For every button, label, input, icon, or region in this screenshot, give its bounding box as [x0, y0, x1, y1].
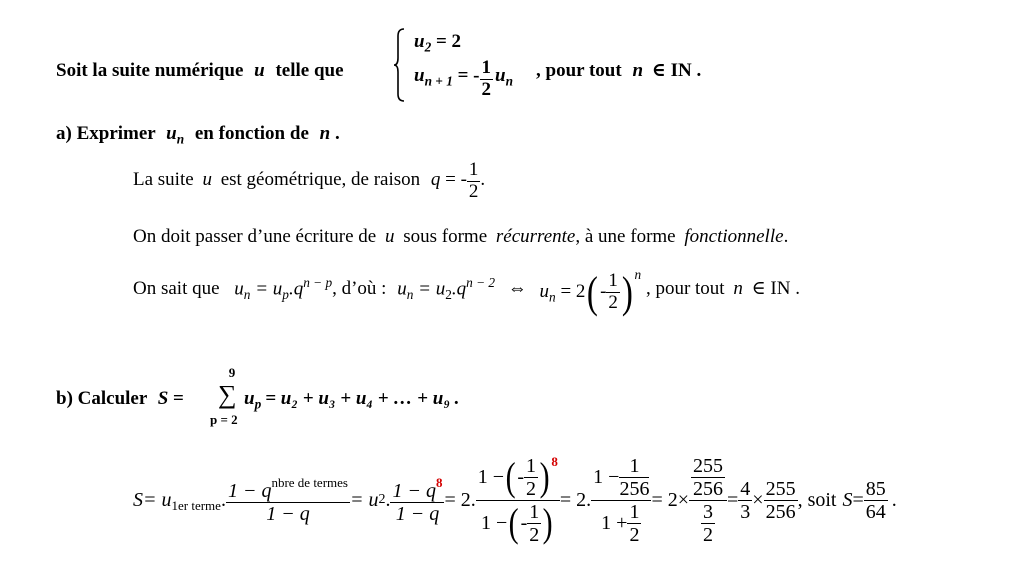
- line2-u: u: [384, 226, 395, 247]
- part-a-label: a) Exprimer: [56, 123, 156, 144]
- intro-var-n: n: [632, 60, 644, 81]
- cond2-sub: n + 1: [424, 73, 453, 89]
- sum-top: 9: [228, 365, 236, 380]
- cond1-rhs: = 2: [431, 31, 462, 52]
- part-b-S: S: [157, 388, 169, 409]
- sum-bottom: p = 2: [210, 412, 238, 427]
- line2-mid2: , à une forme: [575, 226, 676, 247]
- part-a-u-sub: n: [176, 131, 185, 147]
- part-b-eq: =: [168, 388, 184, 409]
- calc-eq2: = u: [349, 489, 379, 511]
- calc-eq6: =: [727, 489, 739, 511]
- calc-eq3: = 2.: [444, 489, 476, 511]
- calc-dot: .: [220, 489, 226, 511]
- part-a-n: n: [319, 123, 331, 144]
- calc-end: .: [891, 489, 897, 511]
- cond2-u: u: [414, 64, 425, 86]
- calc-exp-8-b: 8: [551, 453, 558, 469]
- intro-pour-tout: , pour tout: [536, 60, 622, 81]
- sum-expansion: = u₂ + u₃ + u₄ + … + u₉ .: [265, 388, 460, 409]
- part-a-line-1: [133, 160, 485, 204]
- system-brace: [394, 28, 404, 102]
- line3-n: n: [733, 277, 743, 299]
- line2-start: On doit passer d’une écriture de: [133, 226, 377, 247]
- part-b-heading-label: [56, 387, 184, 411]
- part-b-label: b) Calculer: [56, 388, 147, 409]
- line3-in: ∈ IN .: [751, 277, 800, 299]
- calc-eq5: = 2×: [651, 489, 689, 511]
- intro-text: Soit la suite numérique: [56, 60, 244, 81]
- calc-soit: , soit: [797, 489, 837, 511]
- line3-formula-2: $u_n = u_2.q^{n - 2}$: [397, 274, 496, 302]
- right-paren: ): [621, 267, 633, 317]
- system-line-1: [414, 30, 461, 60]
- calc-frac-6: $\frac{4}{3}$: [740, 477, 751, 523]
- cond2-eq: = -: [452, 64, 480, 86]
- iff-symbol: ⇔: [507, 277, 527, 299]
- intro-suffix: [536, 59, 701, 83]
- sum-symbol: ∑: [218, 380, 237, 409]
- line1-end: .: [480, 168, 486, 190]
- calc-S2: S: [842, 489, 853, 511]
- line3-fraction: $\frac{1}{2}$: [608, 270, 618, 314]
- line2-mid: sous forme: [403, 226, 488, 247]
- sum-up: u: [244, 388, 255, 409]
- calc-line: S = u 1er terme . $\frac{1 - q^{nbre de termes}}{1 - q}$ = u 2 . $\frac{1 - q^8}{1 - q}$ = 2. 1 − ( - $\frac{1}{2}$ ) 8 1 − ( - $\frac{1}{2}$ ) = 2. 1 − $\frac{1}{256}$ 1 + $\frac{1}{2}$ = 2× $\frac{\frac{255}{256}}{\frac{3}{2}}$ = $\frac{4}{3}$ × $\frac{255}{256}$ , soit S = $\frac{85}{64}$ .: [133, 453, 897, 546]
- calc-eq: = u: [143, 489, 172, 511]
- line1-q: q: [430, 168, 441, 190]
- calc-frac-5: $\frac{\frac{255}{256}}{\frac{3}{2}}$: [689, 455, 727, 546]
- line1-text: La suite: [133, 168, 194, 190]
- calc-frac-7: $\frac{255}{256}$: [765, 477, 796, 523]
- intro-statement: [56, 59, 344, 83]
- part-a-end: .: [334, 123, 340, 144]
- part-a-rest: en fonction de: [194, 123, 309, 144]
- calc-eq7: =: [852, 489, 864, 511]
- intro-in-N: ∈ IN .: [651, 60, 702, 81]
- sum-up-sub: p: [254, 396, 262, 412]
- calc-eq4: = 2.: [559, 489, 592, 511]
- part-a-u: u: [166, 123, 177, 144]
- calc-frac-3: 1 − ( - $\frac{1}{2}$ ) 8 1 − ( - $\frac{1}{2}$ ): [477, 453, 558, 546]
- line3-dou: , d’où :: [332, 277, 387, 299]
- intro-telle-que: telle que: [275, 60, 344, 81]
- line2-end: .: [783, 226, 789, 247]
- cond1-u: u: [414, 31, 425, 52]
- calc-exp-nbre: nbre de termes: [271, 474, 348, 490]
- calc-frac-8: $\frac{85}{64}$: [865, 477, 886, 523]
- line3-start: On sait que: [133, 277, 220, 299]
- part-b-formula: [244, 387, 459, 417]
- calc-frac-4: 1 − $\frac{1}{256}$ 1 + $\frac{1}{2}$: [593, 454, 650, 546]
- calc-times: ×: [752, 489, 764, 511]
- part-a-heading: [56, 122, 340, 152]
- line2-recurrente: récurrente: [495, 226, 576, 247]
- intro-var-u: u: [254, 60, 265, 81]
- part-a-line-3: [133, 263, 800, 315]
- calc-frac-1: $\frac{1 - q^{nbre de termes}}{1 - q}$: [227, 474, 348, 525]
- system-line-2: [414, 58, 513, 104]
- line1-eq: = -: [440, 168, 467, 190]
- cond2-fraction: $\frac{1}{2}$: [481, 57, 492, 100]
- cond2-un: u: [495, 64, 506, 86]
- calc-frac-2: $\frac{1 - q^8}{1 - q}$: [392, 474, 443, 525]
- line3-end: , pour tout: [645, 277, 725, 299]
- calc-S: S: [133, 489, 143, 511]
- line3-formula-3: $u_n = 2(-$ $\frac{1}{2}$ ) $^n$: [539, 267, 642, 317]
- line3-formula-1: $u_n = u_p.q^{n - p}$: [234, 274, 333, 302]
- line1-rest: est géométrique, de raison: [220, 168, 421, 190]
- line1-fraction: $\frac{1}{2}$: [468, 159, 479, 202]
- cond1-sub: 2: [424, 39, 432, 55]
- part-a-line-2: [133, 225, 788, 249]
- cond2-un-sub: n: [505, 73, 513, 89]
- calc-exp-8-a: 8: [435, 474, 443, 490]
- line2-fonctionnelle: fonctionnelle: [684, 226, 784, 247]
- left-paren: (: [587, 267, 599, 317]
- line1-u: u: [202, 168, 212, 190]
- calc-sub-first-term: 1er terme: [171, 498, 221, 513]
